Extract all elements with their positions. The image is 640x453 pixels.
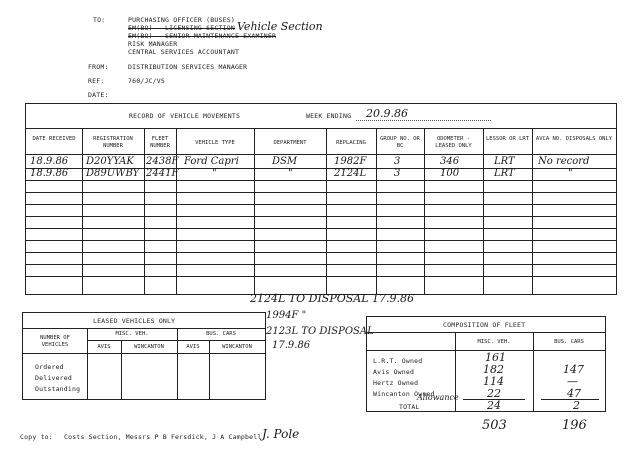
row-line xyxy=(26,276,616,277)
leased-col-divider xyxy=(87,328,88,399)
composition-allowance-note: Allowance xyxy=(417,393,459,402)
composition-total-label: TOTAL xyxy=(399,403,420,411)
leased-misc-label: MISC. VEH. xyxy=(115,331,149,337)
col-header-lessor: LESSOR OR LRT xyxy=(485,136,530,142)
composition-hertz-misc: 114 xyxy=(483,375,504,388)
leased-col-divider xyxy=(121,340,122,399)
col-header-replacing: REPLACING xyxy=(336,140,366,146)
col-header-odometer: ODOMETER - LEASED ONLY xyxy=(435,136,472,149)
leased-col-divider xyxy=(177,328,178,399)
leased-avis-misc: AVIS xyxy=(97,344,111,350)
row1-group: 3 xyxy=(394,156,401,167)
row1-date: 18.9.86 xyxy=(30,156,69,167)
leased-number-label: NUMBER OF VEHICLES xyxy=(40,335,70,348)
composition-row-hertz: Hertz Owned xyxy=(373,379,419,387)
composition-wincanton-bus: 47 xyxy=(567,387,581,400)
row-line xyxy=(26,216,616,217)
leased-row-ordered: Ordered xyxy=(35,363,64,371)
leased-col-divider xyxy=(209,340,210,399)
row2-vehicle-type: " xyxy=(212,168,217,179)
total-rule xyxy=(541,399,599,400)
col-header-vehicle-type: VEHICLE TYPE xyxy=(195,140,235,146)
composition-avis-bus: 147 xyxy=(563,363,584,376)
ref-value: 760/JC/VS xyxy=(128,77,166,85)
row-line xyxy=(26,204,616,205)
leased-divider xyxy=(87,340,265,341)
composition-bus-label: BUS. CARS xyxy=(554,339,584,345)
leased-divider xyxy=(23,353,265,354)
composition-divider xyxy=(367,332,605,333)
row1-replacing: 1982F xyxy=(334,156,367,167)
col-divider xyxy=(82,128,83,294)
row2-avca: " xyxy=(568,168,573,179)
disposal-note-1: 2124L TO DISPOSAL 17.9.86 xyxy=(250,292,415,305)
to-line-4: RISK MANAGER xyxy=(128,40,178,48)
row1-avca: No record xyxy=(538,156,590,167)
col-header-department: DEPARTMENT xyxy=(273,140,307,146)
leased-wincanton-misc: WINCANTON xyxy=(134,344,164,350)
col-divider xyxy=(144,128,145,294)
to-line-1: PURCHASING OFFICER (BUSES) xyxy=(128,16,235,24)
col-header-fleet: FLEET NUMBER xyxy=(150,136,170,149)
date-label: DATE: xyxy=(88,91,109,99)
row2-registration: D89UWBY xyxy=(86,168,140,179)
row2-date: 18.9.86 xyxy=(30,168,69,179)
disposal-note-4: 17.9.86 xyxy=(272,340,311,351)
row2-lessor: LRT xyxy=(494,168,515,179)
leased-avis-bus: AVIS xyxy=(186,344,200,350)
ref-label: REF: xyxy=(88,77,105,85)
leased-vehicles-table xyxy=(22,312,266,400)
col-divider xyxy=(376,128,377,294)
row1-department: DSM xyxy=(272,156,298,167)
title-divider xyxy=(26,128,616,129)
row2-group: 3 xyxy=(394,168,401,179)
col-header-group: GROUP NO. OR BC xyxy=(380,136,420,149)
composition-row-lrt: L.R.T. Owned xyxy=(373,357,423,365)
row2-department: " xyxy=(288,168,293,179)
row1-vehicle-type: Ford Capri xyxy=(184,156,239,167)
to-label: TO: xyxy=(93,16,106,24)
row-line xyxy=(26,240,616,241)
composition-total-bus: 2 xyxy=(573,399,580,412)
row-line xyxy=(26,228,616,229)
col-header-avca: AVCA NO. DISPOSALS ONLY xyxy=(535,136,613,142)
row2-odometer: 100 xyxy=(440,168,460,179)
leased-title: LEASED VEHICLES ONLY xyxy=(93,317,176,325)
week-ending-line xyxy=(356,120,491,121)
row-line xyxy=(26,264,616,265)
composition-col-divider xyxy=(533,332,534,411)
header-divider xyxy=(26,154,616,155)
grand-total-bus: 196 xyxy=(562,418,587,433)
row-line xyxy=(26,180,616,181)
col-divider xyxy=(176,128,177,294)
leased-row-outstanding: Outstanding xyxy=(35,385,81,393)
copy-to-text: Costs Section, Messrs P B Fersdick, J A Campbell xyxy=(64,433,262,441)
col-header-registration: REGISTRATION NUMBER xyxy=(93,136,133,149)
row2-fleet: 2441F xyxy=(146,168,179,179)
week-ending-value: 20.9.86 xyxy=(366,107,408,120)
leased-wincanton-bus: WINCANTON xyxy=(222,344,252,350)
from-value: DISTRIBUTION SERVICES MANAGER xyxy=(128,63,248,71)
row1-lessor: LRT xyxy=(494,156,515,167)
leased-bus-label: BUS. CARS xyxy=(206,331,236,337)
col-divider xyxy=(483,128,484,294)
row2-replacing: 2124L xyxy=(334,168,367,179)
movements-table xyxy=(25,103,617,295)
row-line xyxy=(26,192,616,193)
col-divider xyxy=(326,128,327,294)
row1-registration: D20YYAK xyxy=(86,156,134,167)
row-line xyxy=(26,252,616,253)
to-handwritten-note: Vehicle Section xyxy=(237,20,323,33)
leased-row-delivered: Delivered xyxy=(35,374,73,382)
composition-row-wincanton: Wincanton Owned xyxy=(373,390,435,398)
to-line-2: EM(BO) - LICENSING SECTION xyxy=(128,24,235,32)
col-divider xyxy=(254,128,255,294)
to-line-3: EM(BO) - SENIOR MAINTENANCE EXAMINER xyxy=(128,32,277,40)
leased-divider xyxy=(23,328,265,329)
composition-wincanton-misc: 22 xyxy=(487,387,501,400)
col-header-date: DATE RECEIVED xyxy=(32,136,76,142)
composition-hertz-bus: — xyxy=(567,375,578,388)
composition-title: COMPOSITION OF FLEET xyxy=(443,321,526,329)
composition-lrt-misc: 161 xyxy=(485,351,506,364)
week-ending-label: WEEK ENDING xyxy=(306,112,352,120)
to-line-5: CENTRAL SERVICES ACCOUNTANT xyxy=(128,48,240,56)
composition-misc-label: MISC. VEH. xyxy=(477,339,511,345)
composition-table xyxy=(366,316,606,412)
disposal-note-3: 2123L TO DISPOSAL xyxy=(266,326,374,337)
row1-odometer: 346 xyxy=(440,156,460,167)
copy-to-label: Copy to: xyxy=(20,433,53,441)
composition-avis-misc: 182 xyxy=(483,363,504,376)
row1-fleet: 2438F xyxy=(146,156,179,167)
signature: J. Pole xyxy=(262,427,300,441)
col-divider xyxy=(424,128,425,294)
composition-total-misc: 24 xyxy=(487,399,501,412)
disposal-note-2: 1994F " xyxy=(266,310,307,321)
movements-title: RECORD OF VEHICLE MOVEMENTS xyxy=(129,112,241,120)
grand-total-misc: 503 xyxy=(482,418,507,433)
composition-row-avis: Avis Owned xyxy=(373,368,415,376)
col-divider xyxy=(532,128,533,294)
from-label: FROM: xyxy=(88,63,109,71)
